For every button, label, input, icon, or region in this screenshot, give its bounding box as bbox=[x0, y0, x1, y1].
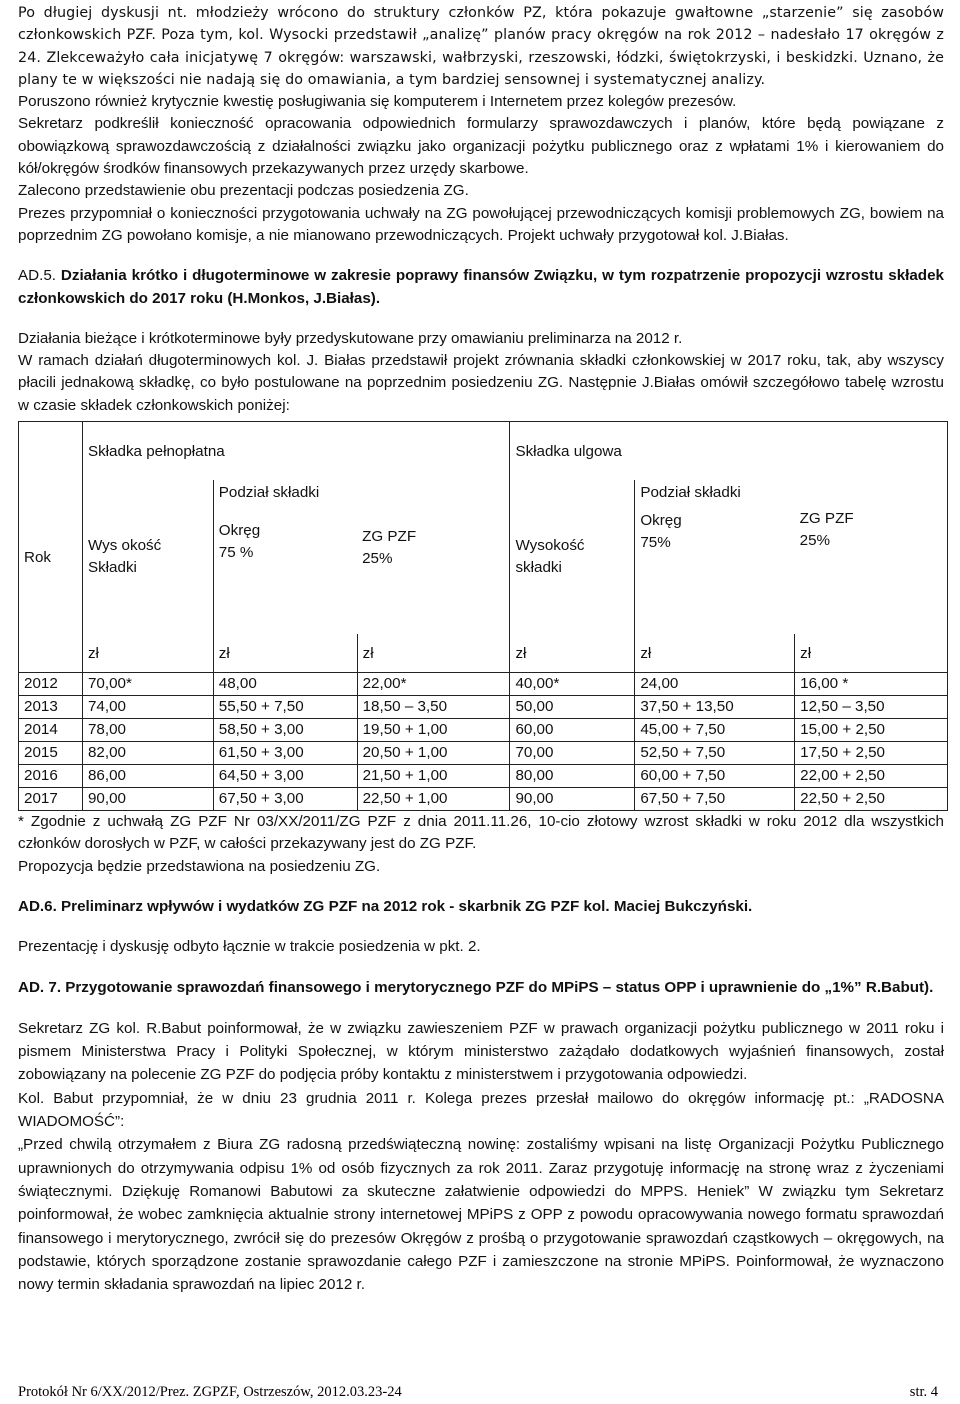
proposal-note: Propozycja będzie przedstawiona na posiedzeniu ZG. bbox=[18, 857, 381, 875]
table-cell: 50,00 bbox=[510, 696, 635, 719]
fee-table bbox=[18, 421, 948, 811]
table-cell: 78,00 bbox=[82, 719, 213, 742]
table-row bbox=[19, 765, 948, 788]
fee-table-body bbox=[19, 673, 948, 811]
unit-label: zł bbox=[635, 634, 795, 673]
table-row bbox=[19, 696, 948, 719]
reduced-fee-zg-cell bbox=[795, 480, 948, 634]
ad7-paragraph-3: „Przed chwilą otrzymałem z Biura ZG radosną przedświąteczną nowinę: zostaliśmy wpisani na listę Organizacji Pożytku Publicznego uprawnionych do otrzymywania odpisu 1% od osób fizycznych za rok 2011. Zaraz przygotuję informację na stronę wraz z życzeniami świątecznymi. Dziękuję Romanowi Babutowi za skuteczne załatwienie odpowiedzi do MPPS. Heniek” W związku tym Sekretarz poinformował, że wobec zamknięcia aktualnie strony internetowej MPiPS z OPP z powodu opracowywania nowego formatu sprawozdań finansowego i merytorycznego, zwrócił się do prezesów Okręgów z prośbą o przygotowanie sprawozdań cząstkowych – okręgowych, na podstawie, których sporządzone zostanie sprawozdanie całego PZF i zamieszczone na stronie MPiPS. Poinformował, że wyznaczono nowy termin składania sprawozdań na lipiec 2012 r. bbox=[18, 1136, 944, 1294]
ad5-heading bbox=[18, 265, 944, 310]
table-row bbox=[19, 719, 948, 742]
reduced-fee-okreg-header: Okręg 75% bbox=[640, 512, 682, 552]
table-row bbox=[19, 788, 948, 811]
page-footer bbox=[18, 1384, 938, 1401]
ad6-paragraph: Prezentację i dyskusję odbyto łącznie w trakcie posiedzenia w pkt. 2. bbox=[18, 938, 481, 956]
table-cell: 40,00* bbox=[510, 673, 635, 696]
table-cell: 70,00* bbox=[82, 673, 213, 696]
ad7-paragraph-2: Kol. Babut przypomniał, że w dniu 23 grudnia 2011 r. Kolega prezes przesłał mailowo do okręgów informację pt.: „RADOSNA WIADOMOŚĆ”: bbox=[18, 1089, 944, 1131]
full-fee-amount-header: Wys okość Składki bbox=[82, 480, 213, 634]
table-cell: 45,00 + 7,50 bbox=[635, 719, 795, 742]
table-cell: 82,00 bbox=[82, 742, 213, 765]
reduced-fee-split-label: Podział składki bbox=[640, 484, 741, 502]
full-fee-okreg-header: Okręg 75 % bbox=[218, 522, 261, 562]
year-cell: 2016 bbox=[19, 765, 83, 788]
reduced-fee-split bbox=[635, 480, 795, 634]
table-row bbox=[19, 673, 948, 696]
table-cell: 16,00 * bbox=[795, 673, 948, 696]
table-footnote: * Zgodnie z uchwałą ZG PZF Nr 03/XX/2011/ZG PZF z dnia 2011.11.26, 10-cio złotowy wzrost składki w roku 2012 dla wszystkich członków dorosłych w PZF, w całości przekazywany jest do ZG PZF. bbox=[18, 813, 944, 853]
table-cell: 19,50 + 1,00 bbox=[357, 719, 510, 742]
table-cell: 24,00 bbox=[635, 673, 795, 696]
table-cell: 80,00 bbox=[510, 765, 635, 788]
table-cell: 37,50 + 13,50 bbox=[635, 696, 795, 719]
spacer bbox=[18, 918, 944, 936]
full-fee-zg-header: ZG PZF 25% bbox=[362, 528, 417, 568]
table-row bbox=[19, 742, 948, 765]
rok-cell-bottom bbox=[19, 634, 83, 673]
table-cell: 64,50 + 3,00 bbox=[213, 765, 357, 788]
table-cell: 12,50 – 3,50 bbox=[795, 696, 948, 719]
table-cell: 58,50 + 3,00 bbox=[213, 719, 357, 742]
footer-protocol: Protokół Nr 6/XX/2012/Prez. ZGPZF, Ostrzeszów, 2012.03.23-24 bbox=[18, 1384, 402, 1400]
full-fee-zg-cell bbox=[357, 480, 510, 634]
table-cell: 22,50 + 2,50 bbox=[795, 788, 948, 811]
table-cell: 48,00 bbox=[213, 673, 357, 696]
intro-paragraph-3: Sekretarz podkreślił konieczność opracowania odpowiednich formularzy sprawozdawczych i planów, które będą powiązane z obowiązkową sprawozdawczością z działalności związku jako organizacji pożytku publicznego oraz z wpłatami 1% i kierowaniem do kół/okręgów środków finansowych przekazywanych przez urzędy skarbowe. bbox=[18, 115, 944, 178]
spacer bbox=[18, 247, 944, 265]
year-cell: 2013 bbox=[19, 696, 83, 719]
ad5-paragraph-1: Działania bieżące i krótkoterminowe były przedyskutowane przy omawianiu preliminarza na 2012 r. bbox=[18, 329, 683, 347]
ad6-heading: AD.6. Preliminarz wpływów i wydatków ZG PZF na 2012 rok - skarbnik ZG PZF kol. Maciej Bukczyński. bbox=[18, 897, 753, 915]
ad5-number: AD.5. bbox=[18, 267, 56, 285]
year-cell: 2014 bbox=[19, 719, 83, 742]
table-cell: 22,50 + 1,00 bbox=[357, 788, 510, 811]
column-rok: Rok bbox=[19, 480, 83, 634]
spacer bbox=[18, 959, 944, 977]
spacer bbox=[18, 310, 944, 328]
table-cell: 18,50 – 3,50 bbox=[357, 696, 510, 719]
reduced-fee-group: Składka ulgowa bbox=[510, 422, 948, 481]
unit-label: zł bbox=[795, 634, 948, 673]
unit-label: zł bbox=[357, 634, 510, 673]
unit-label: zł bbox=[82, 634, 213, 673]
year-cell: 2015 bbox=[19, 742, 83, 765]
table-cell: 20,50 + 1,00 bbox=[357, 742, 510, 765]
table-cell: 22,00* bbox=[357, 673, 510, 696]
ad5-title: Działania krótko i długoterminowe w zakresie poprawy finansów Związku, w tym rozpatrzenie propozycji wzrostu składek członkowskich do 2017 roku (H.Monkos, J.Białas). bbox=[18, 267, 944, 307]
intro-paragraph-1: Po długiej dyskusji nt. młodzieży wrócono do struktury członków PZ, która pokazuje gwałtowne „starzenie” się zasobów członkowskich PZF. Poza tym, kol. Wysocki przedstawił „analizę” planów pracy okręgów na rok 2012 – nadesłało 17 okręgów z 24. Zlekceważyło cała inicjatywę 7 okręgów: warszawski, wałbrzyski, rzeszowski, łódzki, świętokrzyski, i beskidzki. Uznano, że plany te w większości nie nadają się do omawiania, a tym bardziej sensownej i systematycznej analizy. bbox=[18, 5, 944, 88]
table-cell: 15,00 + 2,50 bbox=[795, 719, 948, 742]
reduced-fee-amount-header: Wysokość składki bbox=[510, 480, 635, 634]
table-cell: 55,50 + 7,50 bbox=[213, 696, 357, 719]
table-cell: 70,00 bbox=[510, 742, 635, 765]
table-cell: 67,50 + 3,00 bbox=[213, 788, 357, 811]
page-number: str. 4 bbox=[909, 1384, 938, 1400]
intro-paragraph-4: Zalecono przedstawienie obu prezentacji podczas posiedzenia ZG. bbox=[18, 182, 469, 200]
intro-paragraph-2: Poruszono również krytycznie kwestię posługiwania się komputerem i Internetem przez kolegów prezesów. bbox=[18, 93, 737, 111]
table-cell: 60,00 bbox=[510, 719, 635, 742]
table-cell: 52,50 + 7,50 bbox=[635, 742, 795, 765]
table-cell: 60,00 + 7,50 bbox=[635, 765, 795, 788]
spacer bbox=[18, 878, 944, 896]
spacer bbox=[18, 999, 944, 1017]
year-cell: 2017 bbox=[19, 788, 83, 811]
table-cell: 61,50 + 3,00 bbox=[213, 742, 357, 765]
table-cell: 86,00 bbox=[82, 765, 213, 788]
full-fee-split-label: Podział składki bbox=[218, 484, 320, 502]
table-cell: 17,50 + 2,50 bbox=[795, 742, 948, 765]
intro-paragraph-5: Prezes przypomniał o konieczności przygotowania uchwały na ZG powołującej przewodniczących komisji problemowych ZG, bowiem na poprzednim ZG powołano komisje, a nie mianowano przewodniczących. Projekt uchwały przygotował kol. J.Białas. bbox=[18, 204, 944, 244]
ad7-paragraph-1: Sekretarz ZG kol. R.Babut poinformował, że w związku zawieszeniem PZF w prawach organizacji pożytku publicznego w 2011 roku i pismem Ministerstwa Pracy i Polityki Społecznej, w którym ministerstwo zażądało dodatkowych wyjaśnień finansowych, został zobowiązany na polecenie ZG PZF do podjęcia próby kontaktu z ministerstwem i przygotowania odpowiedzi. bbox=[18, 1019, 944, 1084]
ad5-paragraph-2: W ramach działań długoterminowych kol. J. Białas przedstawił projekt zrównania składki członkowskiej w 2017 roku, tak, aby wszyscy płacili jednakową składkę, co było postulowane na poprzednim posiedzeniu ZG. Następnie J.Białas omówił szczegółowo tabelę wzrostu w czasie składek członkowskich poniżej: bbox=[18, 352, 944, 414]
full-fee-group: Składka pełnopłatna bbox=[82, 422, 509, 481]
unit-label: zł bbox=[213, 634, 357, 673]
table-cell: 74,00 bbox=[82, 696, 213, 719]
table-cell: 22,00 + 2,50 bbox=[795, 765, 948, 788]
table-cell: 90,00 bbox=[510, 788, 635, 811]
year-cell: 2012 bbox=[19, 673, 83, 696]
unit-label: zł bbox=[510, 634, 635, 673]
table-cell: 21,50 + 1,00 bbox=[357, 765, 510, 788]
rok-cell-top bbox=[19, 422, 83, 481]
full-fee-split bbox=[213, 480, 357, 634]
table-cell: 90,00 bbox=[82, 788, 213, 811]
ad7-heading: AD. 7. Przygotowanie sprawozdań finansowego i merytorycznego PZF do MPiPS – status OPP i uprawnienie do „1%” R.Babut). bbox=[18, 978, 934, 996]
reduced-fee-zg-header: ZG PZF 25% bbox=[799, 510, 854, 550]
table-cell: 67,50 + 7,50 bbox=[635, 788, 795, 811]
